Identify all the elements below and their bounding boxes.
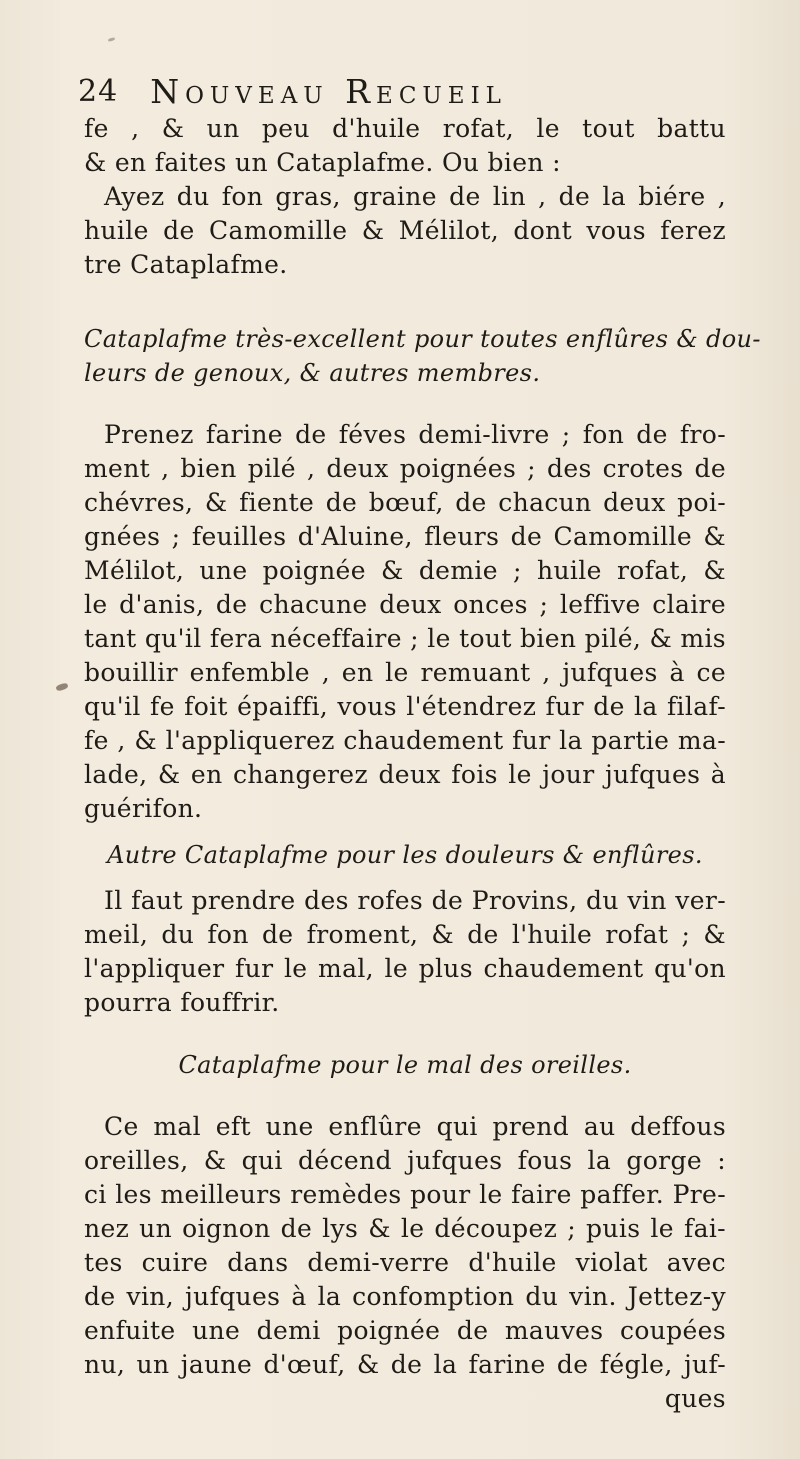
text-line: le d'anis, de chacune deux onces ; leffive claire — [84, 590, 726, 619]
text-line: tes cuire dans demi-verre d'huile violat avec — [84, 1248, 726, 1277]
page-number: 24 — [78, 73, 119, 109]
section-title: leurs de genoux, & autres membres. — [84, 359, 541, 387]
text-line: fe , & un peu d'huile rofat, le tout battu — [84, 114, 726, 143]
text-line: ci les meilleurs remèdes pour le faire paffer. Pre- — [84, 1180, 726, 1209]
ink-speck — [108, 37, 116, 42]
text-line: & en faites un Cataplafme. Ou bien : — [84, 148, 561, 177]
text-line: chévres, & fiente de bœuf, de chacun deux poi- — [84, 488, 726, 517]
catchword: ques — [664, 1384, 726, 1413]
text-line: l'appliquer fur le mal, le plus chaudement qu'on — [84, 954, 726, 983]
text-line: tre Cataplafme. — [84, 250, 288, 279]
text-line: oreilles, & qui décend jufques fous la gorge : — [84, 1146, 726, 1175]
text-line: lade, & en changerez deux fois le jour jufques à — [84, 760, 726, 789]
text-line: ment , bien pilé , deux poignées ; des crotes de — [84, 454, 726, 483]
text-line: Prenez farine de féves demi-livre ; fon de fro- — [104, 420, 726, 449]
section-title: Cataplafme très-excellent pour toutes enflûres & dou- — [84, 325, 761, 353]
text-line: de vin, jufques à la confomption du vin. Jettez-y — [84, 1282, 726, 1311]
text-line: huile de Camomille & Mélilot, dont vous ferez — [84, 216, 726, 245]
section-title: Cataplafme pour le mal des oreilles. — [178, 1051, 632, 1079]
text-line: Il faut prendre des rofes de Provins, du vin ver- — [104, 886, 726, 915]
text-line: pourra fouffrir. — [84, 988, 280, 1017]
ink-blot — [55, 682, 68, 691]
text-line: nu, un jaune d'œuf, & de la farine de fégle, juf- — [84, 1350, 726, 1379]
page-text — [84, 112, 761, 1416]
text-line: qu'il fe foit épaiffi, vous l'étendrez fur de la filaf- — [84, 692, 726, 721]
text-line: bouillir enfemble , en le remuant , jufques à ce — [84, 658, 726, 687]
text-line: enfuite une demi poignée de mauves coupées — [84, 1316, 726, 1345]
text-line: Ce mal eft une enflûre qui prend au deffous — [104, 1112, 726, 1141]
text-line: tant qu'il fera néceffaire ; le tout bien pilé, & mis — [84, 624, 726, 653]
running-head: Nouveau Recueil — [150, 71, 507, 111]
text-line: guérifon. — [84, 794, 203, 823]
text-line: nez un oignon de lys & le découpez ; puis le fai- — [84, 1214, 726, 1243]
text-line: fe , & l'appliquerez chaudement fur la partie ma- — [84, 726, 726, 755]
text-line: meil, du fon de froment, & de l'huile rofat ; & — [84, 920, 726, 949]
text-line: gnées ; feuilles d'Aluine, fleurs de Camomille & — [84, 522, 726, 551]
section-title: Autre Cataplafme pour les douleurs & enflûres. — [107, 841, 703, 869]
page-header — [78, 68, 690, 114]
text-line: Ayez du fon gras, graine de lin , de la biére , — [104, 182, 726, 211]
text-line: Mélilot, une poignée & demie ; huile rofat, & — [84, 556, 726, 585]
